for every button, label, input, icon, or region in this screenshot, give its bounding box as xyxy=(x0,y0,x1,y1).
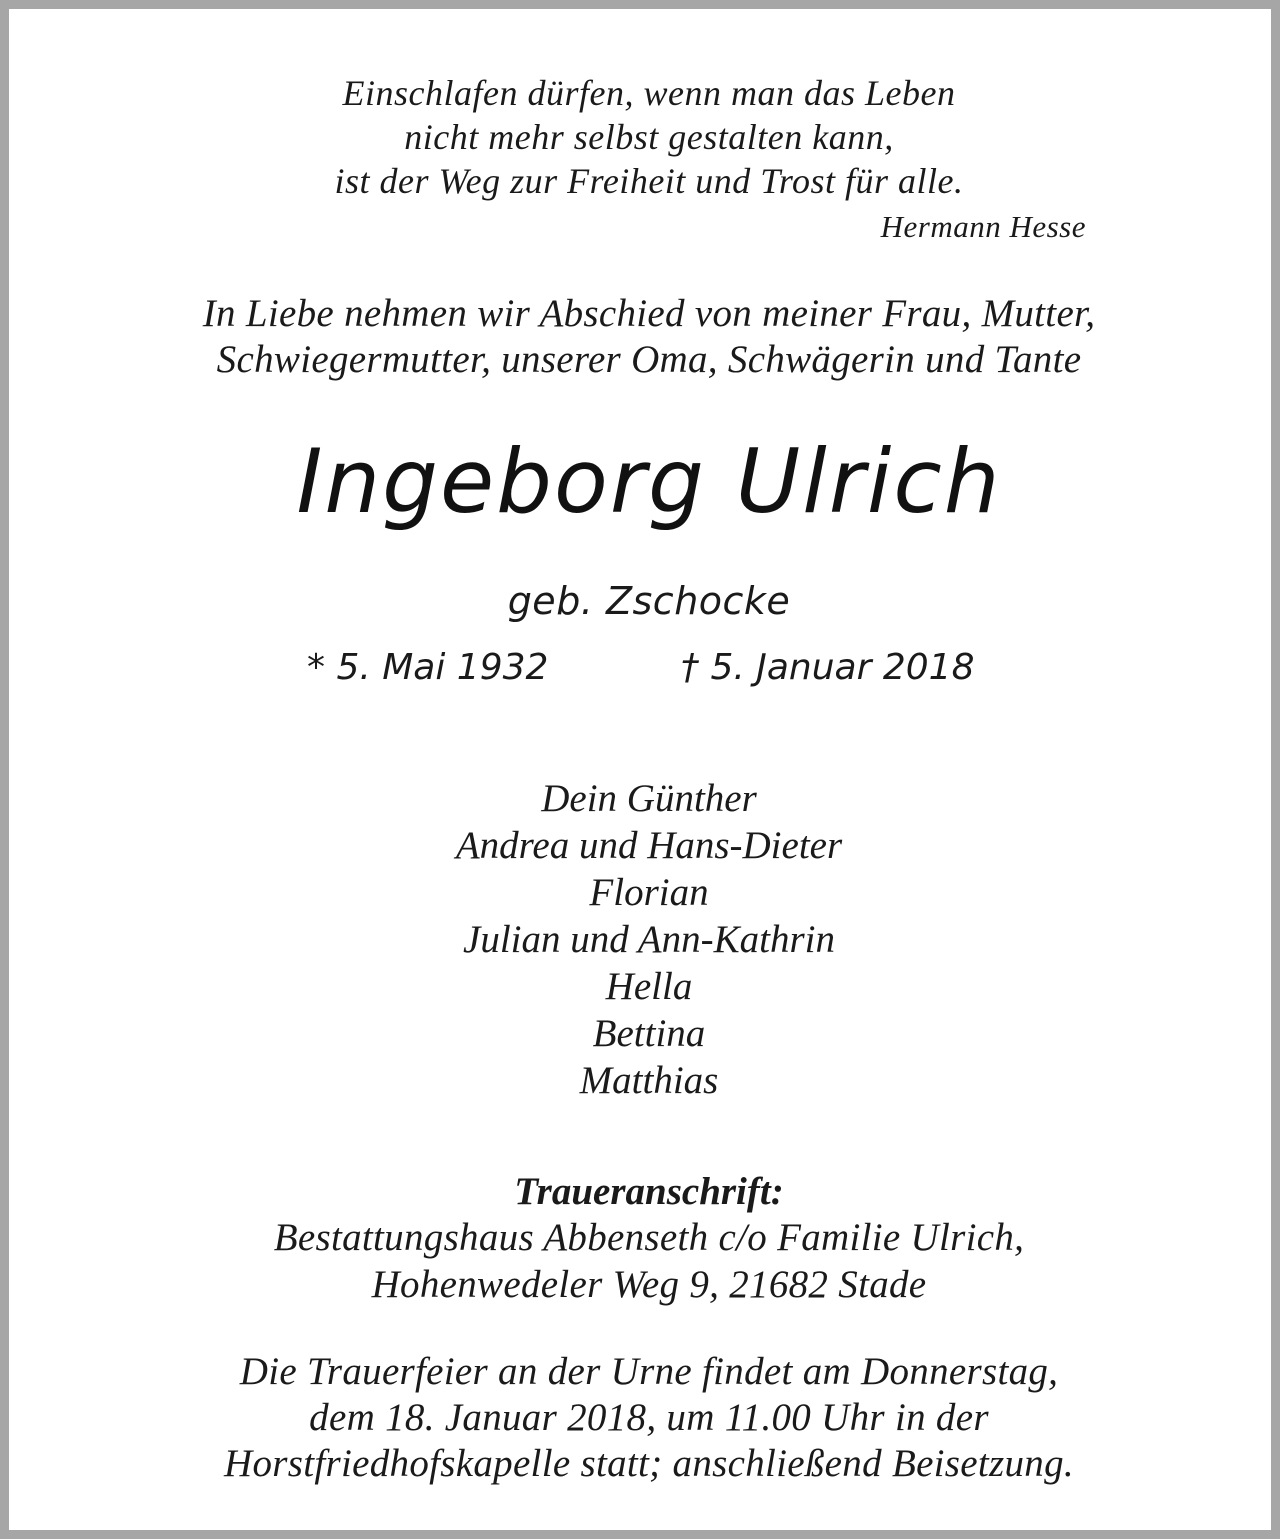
birth-date: * 5. Mai 1932 xyxy=(307,647,549,688)
quote-line: Einschlafen dürfen, wenn man das Leben xyxy=(342,73,956,113)
quote-author: Hermann Hesse xyxy=(880,209,1086,244)
address-line: Bestattungshaus Abbenseth c/o Familie Ulrich, xyxy=(273,1216,1025,1259)
family-list xyxy=(9,775,1280,1104)
quote-line: nicht mehr selbst gestalten kann, xyxy=(404,117,894,157)
ceremony-line: Horstfriedhofskapelle statt; anschließend Beisetzung. xyxy=(224,1442,1074,1485)
family-member: Florian xyxy=(589,871,709,914)
address-label: Traueranschrift: xyxy=(514,1170,784,1213)
family-member: Hella xyxy=(605,965,693,1008)
intro-line: In Liebe nehmen wir Abschied von meiner Frau, Mutter, xyxy=(202,292,1096,335)
intro-text xyxy=(9,291,1280,383)
ceremony-info xyxy=(9,1349,1280,1487)
family-member: Andrea und Hans-Dieter xyxy=(455,824,843,867)
quote-line: ist der Weg zur Freiheit und Trost für alle. xyxy=(334,161,964,201)
family-member: Julian und Ann-Kathrin xyxy=(463,918,835,961)
ceremony-line: Die Trauerfeier an der Urne findet am Donnerstag, xyxy=(239,1350,1059,1393)
family-member: Bettina xyxy=(592,1012,706,1055)
mourning-address xyxy=(9,1214,1280,1308)
family-member: Dein Günther xyxy=(541,777,757,820)
birth-name: geb. Zschocke xyxy=(507,579,791,623)
quote xyxy=(9,71,1280,203)
family-member: Matthias xyxy=(579,1059,719,1102)
address-line: Hohenwedeler Weg 9, 21682 Stade xyxy=(371,1263,927,1306)
life-dates xyxy=(9,647,1280,697)
ceremony-line: dem 18. Januar 2018, um 11.00 Uhr in der xyxy=(309,1396,989,1439)
death-date: † 5. Januar 2018 xyxy=(681,647,975,688)
intro-line: Schwiegermutter, unserer Oma, Schwägerin und Tante xyxy=(216,338,1082,381)
deceased-name: Ingeborg Ulrich xyxy=(296,430,1002,533)
